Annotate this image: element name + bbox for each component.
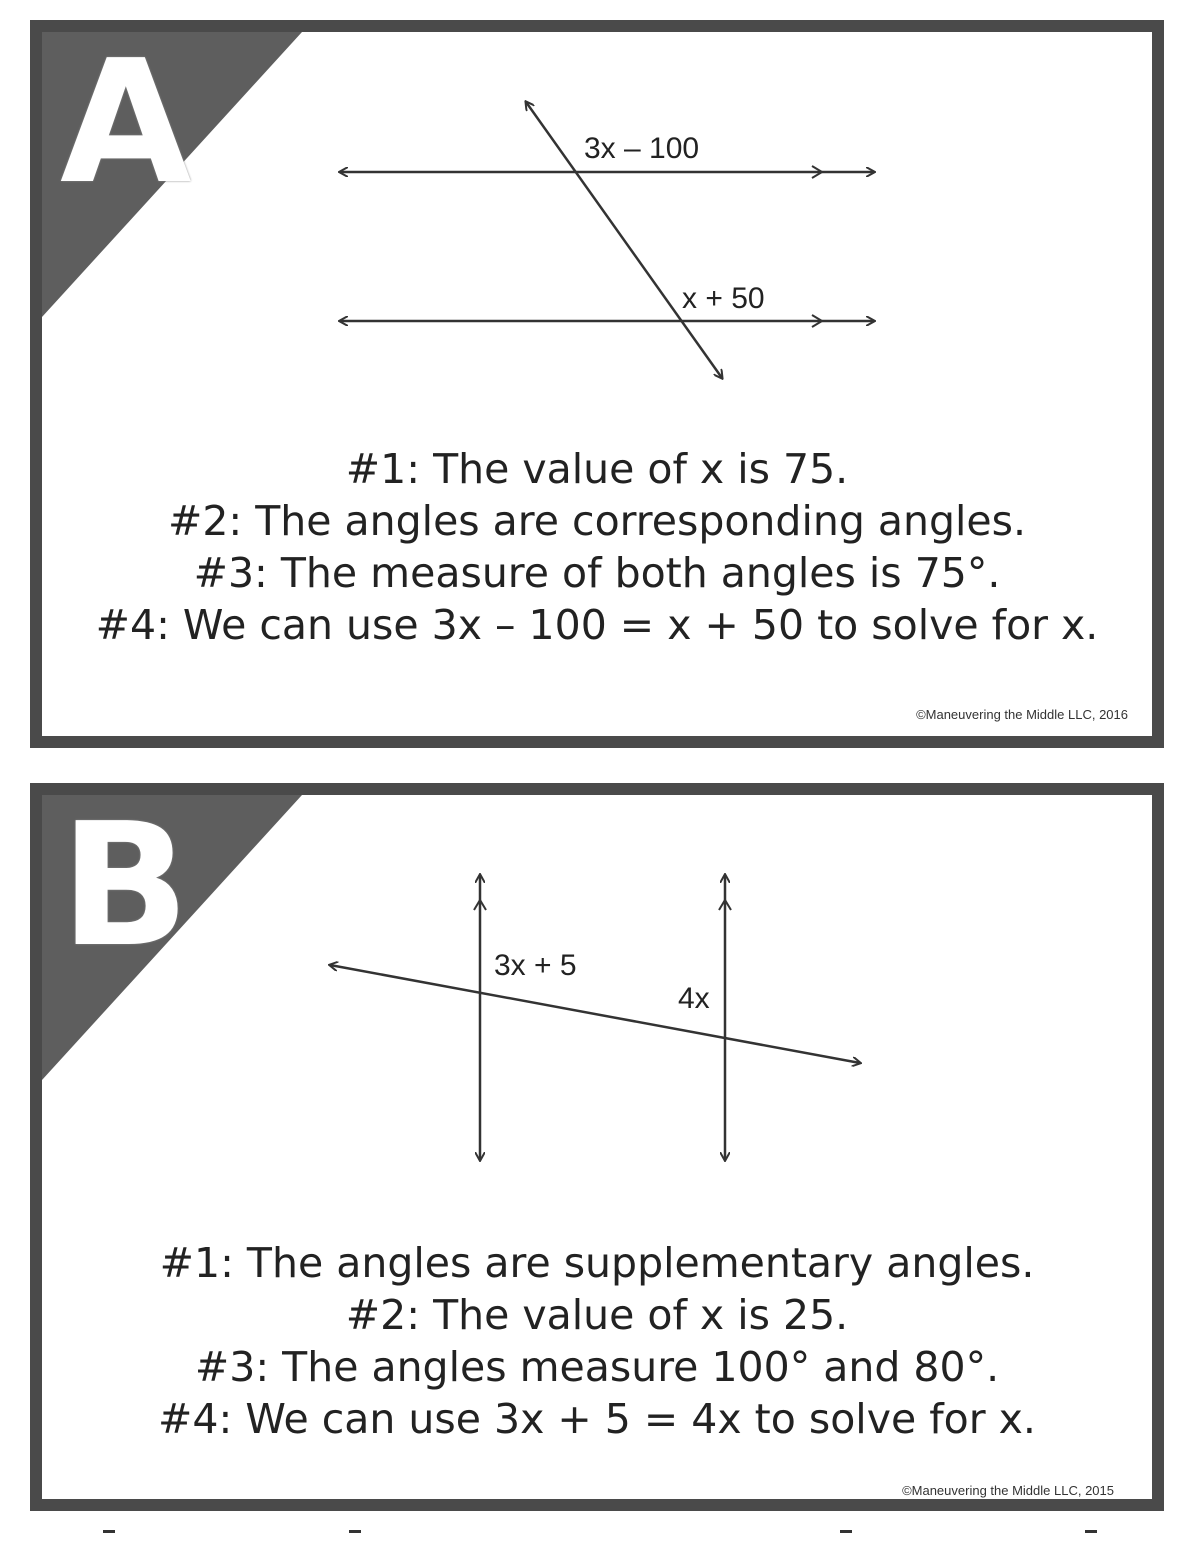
angle-label-bottom: x + 50 <box>682 282 765 315</box>
statement-1: #1: The angles are supplementary angles. <box>159 1239 1035 1287</box>
angle-label-right: 4x <box>678 982 710 1015</box>
statement-list <box>42 443 1152 651</box>
parallel-lines-diagram <box>42 787 1152 1215</box>
card-letter: B <box>60 787 190 985</box>
angle-label-left: 3x + 5 <box>494 949 577 982</box>
cut-mark <box>840 1530 852 1533</box>
statement-3: #3: The angles measure 100° and 80°. <box>194 1343 1000 1391</box>
angle-label-top: 3x – 100 <box>584 132 700 165</box>
statement-1: #1: The value of x is 75. <box>345 445 849 493</box>
copyright-text: ©Maneuvering the Middle LLC, 2016 <box>916 707 1128 722</box>
cut-mark <box>349 1530 361 1533</box>
statement-3: #3: The measure of both angles is 75°. <box>193 549 1001 597</box>
statement-4: #4: We can use 3x – 100 = x + 50 to solve for x. <box>95 601 1099 649</box>
statement-4: #4: We can use 3x + 5 = 4x to solve for x. <box>158 1395 1036 1443</box>
statement-list <box>42 1237 1152 1445</box>
task-card-a <box>30 20 1164 748</box>
cut-mark <box>1085 1530 1097 1533</box>
task-card-b <box>30 783 1164 1511</box>
statement-2: #2: The value of x is 25. <box>345 1291 849 1339</box>
cut-mark <box>103 1530 115 1533</box>
statement-2: #2: The angles are corresponding angles. <box>167 497 1027 545</box>
parallel-lines-diagram <box>42 24 1152 432</box>
copyright-text: ©Maneuvering the Middle LLC, 2015 <box>902 1483 1114 1498</box>
card-letter: A <box>60 24 192 222</box>
transversal-line <box>330 965 860 1063</box>
